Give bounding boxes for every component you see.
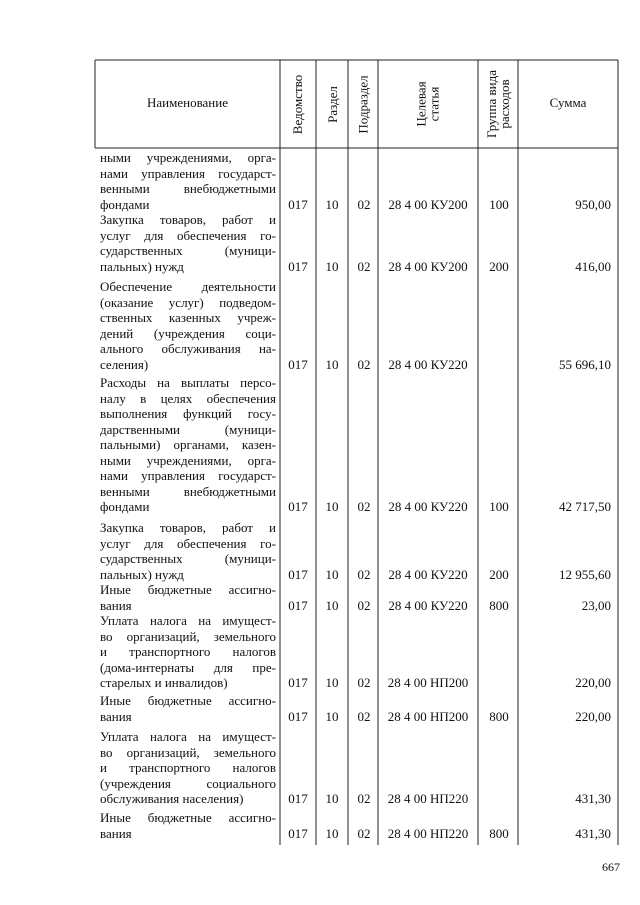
row-name-line: услуг для обеспечения го-: [100, 535, 276, 551]
row-celevaya-cell: 28 4 00 КУ200: [388, 196, 468, 212]
row-ved-cell: 017: [288, 708, 308, 724]
row-podrazdel-cell: 02: [357, 499, 371, 514]
row-summa-cell: 42 717,50: [559, 499, 611, 514]
row-name-line: дарственными (муници-: [100, 421, 276, 437]
row-name-line: Закупка товаров, работ и: [100, 212, 276, 227]
row-name-line: пальных) нужд: [100, 258, 184, 274]
row-ved-cell: 017: [288, 675, 308, 690]
row-razdel-cell: 10: [325, 196, 339, 212]
header-gruppa-label: [485, 70, 511, 138]
row-ved-cell: 017: [288, 196, 308, 212]
row-name-line: ными учреждениями, орга-: [100, 452, 276, 468]
header-gruppa-line2: расходов: [497, 79, 513, 129]
row-summa-cell: 23,00: [581, 597, 611, 613]
row-name-line: венными внебюджетными: [100, 483, 276, 499]
row-name-line: во организаций, земельного: [100, 628, 276, 644]
header-celevaya-label: [415, 81, 441, 126]
row-celevaya-cell: 28 4 00 КУ220: [388, 356, 468, 372]
row-ved-cell: 017: [288, 566, 308, 582]
row-gruppa-cell: 100: [489, 196, 509, 212]
row-name-line: Уплата налога на имущест-: [100, 729, 276, 744]
row-gruppa-cell: 200: [489, 566, 509, 582]
row-name-line: вания: [100, 825, 132, 841]
row-name-line: (оказание услуг) подведом-: [100, 294, 276, 310]
header-podrazdel-label: Подраздел: [355, 74, 371, 134]
row-name-line: выполнения функций госу-: [100, 406, 276, 421]
row-name-line: Обеспечение деятельности: [100, 279, 276, 294]
row-name-line: фондами: [100, 499, 150, 514]
row-name-line: сударственных (муници-: [100, 551, 276, 566]
row-celevaya-cell: 28 4 00 КУ220: [388, 566, 468, 582]
page-number: 667: [602, 860, 620, 874]
row-podrazdel-cell: 02: [357, 258, 371, 274]
row-ved-cell: 017: [288, 791, 308, 806]
row-gruppa-cell: 800: [489, 708, 509, 724]
row-name-line: услуг для обеспечения го-: [100, 227, 276, 243]
row-name-line: Иные бюджетные ассигно-: [100, 582, 276, 597]
row-razdel-cell: 10: [325, 258, 339, 274]
header-gruppa-line1: Группа вида: [484, 70, 500, 138]
row-gruppa-cell: 100: [489, 499, 509, 514]
row-podrazdel-cell: 02: [357, 825, 371, 841]
row-name-line: и транспортного налогов: [100, 760, 276, 775]
row-summa-cell: 55 696,10: [559, 356, 611, 372]
row-gruppa-cell: 800: [489, 825, 509, 841]
header-ved-label: Ведомство: [290, 74, 306, 134]
row-summa-cell: 950,00: [575, 196, 611, 212]
row-name-line: во организаций, земельного: [100, 744, 276, 760]
row-name-line: вания: [100, 708, 132, 724]
row-podrazdel-cell: 02: [357, 196, 371, 212]
row-celevaya-cell: 28 4 00 НП200: [387, 675, 469, 690]
header-summa: Сумма: [549, 95, 587, 110]
row-name-line: Расходы на выплаты персо-: [100, 375, 276, 390]
header-celevaya-line2: статья: [426, 86, 442, 122]
row-ved-cell: 017: [288, 356, 308, 372]
row-ved-cell: 017: [288, 825, 308, 841]
row-razdel-cell: 10: [325, 566, 339, 582]
row-name-line: ственных казенных учреж-: [100, 310, 276, 325]
row-summa-cell: 220,00: [575, 708, 611, 724]
header-razdel: [316, 60, 348, 148]
row-name-line: ными учреждениями, орга-: [100, 150, 276, 165]
row-summa-cell: 431,30: [575, 825, 611, 841]
row-name-line: селения): [100, 356, 149, 372]
header-name: Наименование: [147, 95, 228, 110]
row-name-line: налу в целях обеспечения: [100, 390, 276, 406]
row-razdel-cell: 10: [325, 675, 339, 690]
row-razdel-cell: 10: [325, 597, 339, 613]
row-name-line: фондами: [100, 196, 150, 212]
row-summa-cell: 12 955,60: [559, 566, 611, 582]
row-celevaya-cell: 28 4 00 НП220: [387, 825, 469, 841]
row-razdel-cell: 10: [325, 825, 339, 841]
row-celevaya-cell: 28 4 00 КУ200: [388, 258, 468, 274]
row-gruppa-cell: 800: [489, 597, 509, 613]
row-razdel-cell: 10: [325, 356, 339, 372]
row-celevaya-cell: 28 4 00 КУ220: [388, 597, 468, 613]
row-name-line: нами управления государст-: [100, 468, 276, 483]
row-name-line: дений (учреждения соци-: [100, 325, 276, 341]
row-name-line: обслуживания населения): [100, 791, 244, 806]
row-ved-cell: 017: [288, 258, 308, 274]
header-ved: [280, 60, 316, 148]
row-ved-cell: 017: [288, 499, 308, 514]
row-name-line: пальных) нужд: [100, 566, 184, 582]
row-ved-cell: 017: [288, 597, 308, 613]
row-podrazdel-cell: 02: [357, 708, 371, 724]
row-podrazdel-cell: 02: [357, 791, 371, 806]
row-summa-cell: 431,30: [575, 791, 611, 806]
row-name-line: старелых и инвалидов): [100, 675, 228, 690]
row-summa-cell: 220,00: [575, 675, 611, 690]
row-name-line: (учреждения социального: [100, 775, 276, 791]
header-celevaya-line1: Целевая: [413, 81, 429, 127]
row-razdel-cell: 10: [325, 791, 339, 806]
row-name-line: вания: [100, 597, 132, 613]
row-podrazdel-cell: 02: [357, 675, 371, 690]
row-gruppa-cell: 200: [489, 258, 509, 274]
row-summa-cell: 416,00: [575, 258, 611, 274]
row-name-line: нами управления государст-: [100, 165, 276, 181]
header-gruppa: [478, 60, 518, 148]
row-celevaya-cell: 28 4 00 НП220: [387, 791, 469, 806]
row-name-line: ального обслуживания на-: [100, 341, 276, 356]
row-name-line: Закупка товаров, работ и: [100, 520, 276, 535]
row-celevaya-cell: 28 4 00 КУ220: [388, 499, 468, 514]
row-name-line: и транспортного налогов: [100, 644, 276, 659]
row-razdel-cell: 10: [325, 499, 339, 514]
row-podrazdel-cell: 02: [357, 597, 371, 613]
row-podrazdel-cell: 02: [357, 566, 371, 582]
row-podrazdel-cell: 02: [357, 356, 371, 372]
header-razdel-label: Раздел: [324, 85, 340, 123]
row-name-line: (дома-интернаты для пре-: [100, 659, 276, 675]
row-celevaya-cell: 28 4 00 НП200: [387, 708, 469, 724]
header-podrazdel: [348, 60, 378, 148]
row-name-line: венными внебюджетными: [100, 181, 276, 196]
header-celevaya: [378, 60, 478, 148]
row-name-line: Иные бюджетные ассигно-: [100, 693, 276, 708]
row-name-line: Уплата налога на имущест-: [100, 613, 276, 628]
row-name-line: Иные бюджетные ассигно-: [100, 810, 276, 825]
row-name-line: пальными) органами, казен-: [100, 437, 276, 452]
row-razdel-cell: 10: [325, 708, 339, 724]
row-name-line: сударственных (муници-: [100, 243, 276, 258]
